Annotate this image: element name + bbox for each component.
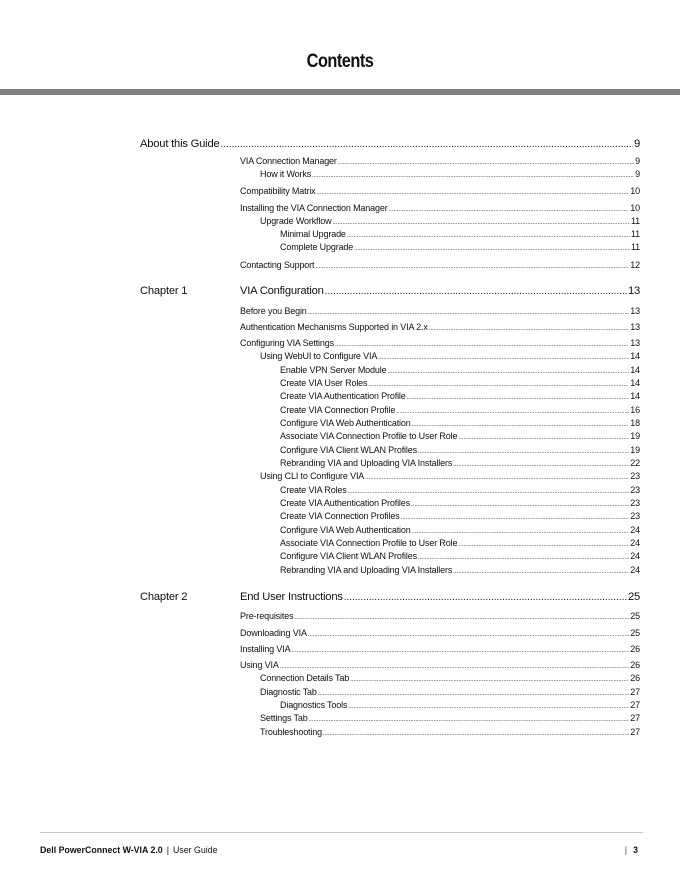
toc-entry-page: 25 — [630, 628, 640, 638]
toc-entry-page: 13 — [630, 306, 640, 316]
toc-entry-page: 26 — [630, 644, 640, 654]
toc-entry-label: Create VIA Connection Profiles — [280, 511, 400, 521]
toc-entry-label: Complete Upgrade — [280, 242, 354, 252]
toc-entry-page: 11 — [630, 229, 640, 239]
toc-entry-page: 24 — [630, 538, 640, 548]
toc-entry-page: 23 — [630, 511, 640, 521]
dot-leader — [317, 187, 630, 200]
toc-entry-label: Downloading VIA — [240, 628, 307, 638]
toc-entry-label: Configuring VIA Settings — [240, 338, 334, 348]
toc-entry-label: Pre-requisites — [240, 611, 294, 621]
toc-entry-page: 24 — [630, 565, 640, 575]
toc-entry-page: 11 — [630, 242, 640, 252]
dot-leader — [344, 591, 627, 604]
footer-doc-title: User Guide — [172, 845, 218, 855]
toc-entry-label: Create VIA Roles — [280, 485, 347, 495]
toc-entry[interactable] — [260, 470, 640, 485]
toc-entry-page: 24 — [630, 551, 640, 561]
toc-entry[interactable] — [280, 390, 640, 405]
toc-entry-label: Before you Begin — [240, 306, 307, 316]
dot-leader — [315, 261, 629, 274]
dot-leader — [291, 645, 629, 658]
toc-entry-label: Rebranding VIA and Uploading VIA Installers — [280, 565, 453, 575]
dot-leader — [325, 285, 627, 298]
dot-leader — [354, 243, 630, 256]
toc-entry-label: VIA Configuration — [240, 285, 324, 297]
toc-entry-label: Contacting Support — [240, 260, 315, 270]
toc-entry-label: Settings Tab — [260, 713, 308, 723]
toc-entry-label: Associate VIA Connection Profile to User Role — [280, 538, 458, 548]
toc-entry[interactable] — [260, 168, 640, 183]
toc-entry-page: 22 — [630, 458, 640, 468]
dot-leader — [323, 728, 629, 741]
footer-product: Dell PowerConnect W-VIA 2.0 — [40, 845, 163, 855]
toc-entry-label: Configure VIA Web Authentication — [280, 418, 411, 428]
toc-entry-label: Enable VPN Server Module — [280, 365, 387, 375]
toc-entry-page: 10 — [630, 203, 640, 213]
footer-page-separator: | — [624, 845, 628, 855]
toc-entry[interactable] — [260, 350, 640, 365]
toc-entry-label: Using VIA — [240, 660, 279, 670]
page-title: Contents — [306, 51, 374, 72]
toc-entry-label: VIA Connection Manager — [240, 156, 337, 166]
toc-entry-page: 10 — [630, 186, 640, 196]
toc-entry-page: 27 — [630, 700, 640, 710]
toc-entry-page: 14 — [630, 351, 640, 361]
toc-entry-page: 14 — [630, 391, 640, 401]
footer-separator: | — [166, 845, 169, 855]
toc-entry-label: Authentication Mechanisms Supported in VIA 2.x — [240, 322, 428, 332]
toc-entry-page: 27 — [630, 687, 640, 697]
toc-entry-label: Installing VIA — [240, 644, 291, 654]
toc-entry-label: Create VIA Authentication Profiles — [280, 498, 410, 508]
toc-entry-label: Minimal Upgrade — [280, 229, 346, 239]
toc-entry-page: 13 — [630, 322, 640, 332]
toc-entry-label: Diagnostic Tab — [260, 687, 317, 697]
dot-leader — [429, 323, 630, 336]
toc-entry-page: 14 — [630, 378, 640, 388]
dot-leader — [294, 612, 629, 625]
chapter-label: Chapter 1 — [140, 285, 188, 297]
toc-entry-label: Rebranding VIA and Uploading VIA Installers — [280, 458, 453, 468]
title-rule — [0, 89, 680, 95]
toc-entry-label: Diagnostics Tools — [280, 700, 348, 710]
toc-entry-label: Associate VIA Connection Profile to User Role — [280, 431, 458, 441]
chapter-label: Chapter 2 — [140, 591, 188, 603]
dot-leader — [308, 307, 630, 320]
toc-entry-page: 23 — [630, 498, 640, 508]
dot-leader — [221, 138, 633, 151]
toc-entry-page: 27 — [630, 727, 640, 737]
dot-leader — [453, 566, 629, 579]
toc-entry-label: Create VIA User Roles — [280, 378, 368, 388]
toc-entry-label: Upgrade Workflow — [260, 216, 332, 226]
toc-entry[interactable] — [280, 510, 640, 525]
footer-page-number: 3 — [633, 845, 638, 855]
toc-entry-page: 9 — [633, 138, 640, 150]
toc-entry-label: Configure VIA Client WLAN Profiles — [280, 445, 417, 455]
dot-leader — [312, 170, 634, 183]
footer-page — [625, 845, 638, 855]
toc-entry-page: 13 — [630, 338, 640, 348]
toc-entry-page: 11 — [630, 216, 640, 226]
toc-entry[interactable] — [280, 241, 640, 256]
dot-leader — [308, 629, 629, 642]
toc-entry[interactable] — [240, 259, 640, 274]
toc-entry-label: Create VIA Authentication Profile — [280, 391, 406, 401]
toc-entry-page: 12 — [630, 260, 640, 270]
toc-entry[interactable] — [240, 610, 640, 625]
toc-entry-label: End User Instructions — [240, 591, 343, 603]
toc-entry-page: 25 — [627, 591, 640, 603]
toc-entry[interactable] — [280, 564, 640, 579]
toc-chapter-title[interactable] — [240, 285, 640, 298]
toc-entry[interactable] — [260, 712, 640, 727]
toc-entry-page: 23 — [630, 485, 640, 495]
toc-entry-label: About this Guide — [140, 138, 220, 150]
toc-entry-page: 19 — [630, 445, 640, 455]
toc-entry-label: Configure VIA Client WLAN Profiles — [280, 551, 417, 561]
toc-entry[interactable] — [240, 185, 640, 200]
toc-entry-page: 9 — [635, 169, 640, 179]
toc-entry-page: 13 — [627, 285, 640, 297]
footer-rule — [40, 832, 643, 833]
toc-entry[interactable] — [260, 726, 640, 741]
toc-entry-label: Troubleshooting — [260, 727, 322, 737]
toc-entry-page: 24 — [630, 525, 640, 535]
toc-entry-label: How it Works — [260, 169, 312, 179]
toc-entry-page: 18 — [630, 418, 640, 428]
toc-entry-about-this-guide[interactable] — [140, 138, 640, 151]
toc-entry[interactable] — [240, 643, 640, 658]
toc-entry-label: Compatibility Matrix — [240, 186, 316, 196]
toc-entry-page: 27 — [630, 713, 640, 723]
toc-entry-label: Configure VIA Web Authentication — [280, 525, 411, 535]
toc-entry-label: Connection Details Tab — [260, 673, 350, 683]
toc-chapter-title[interactable] — [240, 591, 640, 604]
toc-entry-page: 14 — [630, 365, 640, 375]
toc-entry-label: Using CLI to Configure VIA — [260, 471, 365, 481]
toc-entry-page: 16 — [630, 405, 640, 415]
footer-doc-info — [40, 845, 217, 855]
toc-entry-page: 23 — [630, 471, 640, 481]
toc-entry[interactable] — [280, 550, 640, 565]
toc-entry-page: 26 — [630, 673, 640, 683]
toc-entry[interactable] — [240, 321, 640, 336]
toc-entry[interactable] — [240, 305, 640, 320]
toc-entry[interactable] — [260, 672, 640, 687]
toc-entry-page: 26 — [630, 660, 640, 670]
toc-entry-label: Installing the VIA Connection Manager — [240, 203, 388, 213]
toc-entry[interactable] — [240, 627, 640, 642]
toc-entry-page: 9 — [635, 156, 640, 166]
toc-entry[interactable] — [280, 430, 640, 445]
toc-entry-page: 19 — [630, 431, 640, 441]
toc-entry-label: Create VIA Connection Profile — [280, 405, 396, 415]
toc-entry-label: Using WebUI to Configure VIA — [260, 351, 378, 361]
toc-entry-page: 25 — [630, 611, 640, 621]
